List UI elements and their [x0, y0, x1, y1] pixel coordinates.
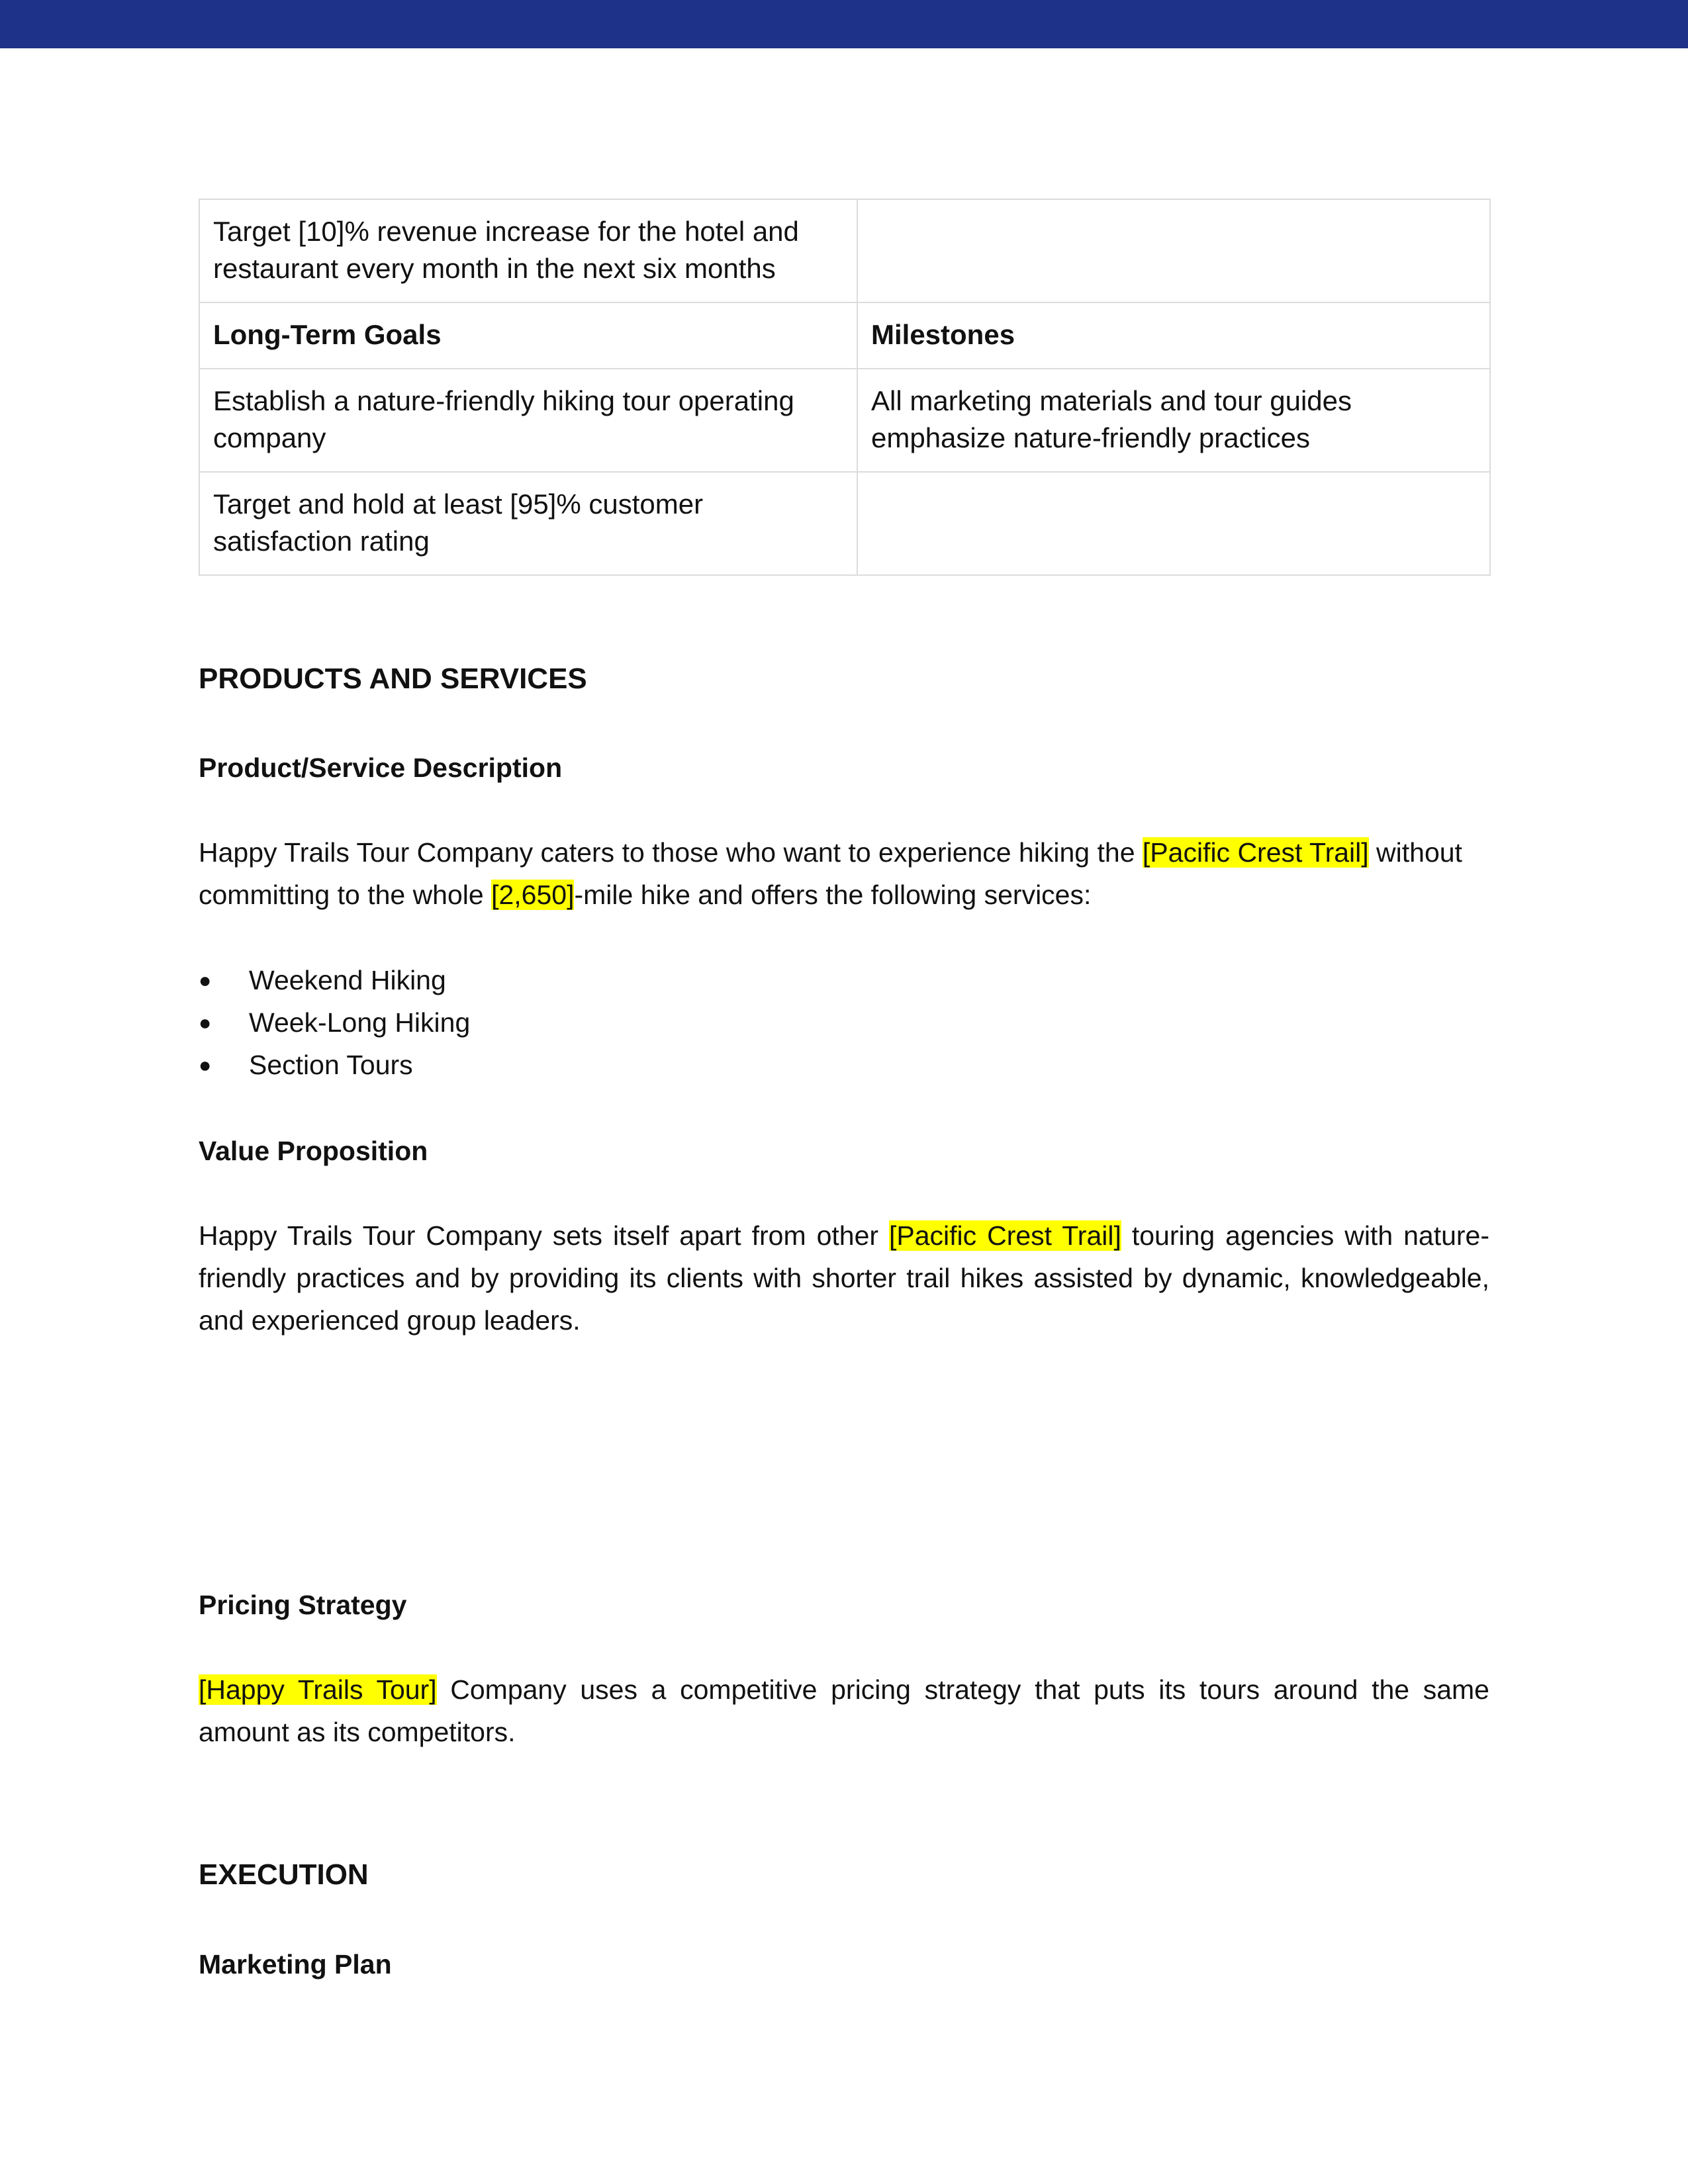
list-item: ● Section Tours — [199, 1044, 470, 1086]
text-span: Company uses a competitive pricing strategy that puts its tours around the same amount as its competitors. — [199, 1674, 1489, 1747]
value-proposition-heading: Value Proposition — [199, 1136, 428, 1166]
highlighted-placeholder: [Happy Trails Tour] — [199, 1674, 437, 1705]
products-services-heading: PRODUCTS AND SERVICES — [199, 662, 587, 695]
text-span: Happy Trails Tour Company sets itself apart from other — [199, 1220, 889, 1251]
header-band — [0, 0, 1688, 48]
goal-cell: Target [10]% revenue increase for the hotel and restaurant every month in the next six months — [199, 199, 857, 302]
text-span: Happy Trails Tour Company caters to those who want to experience hiking the — [199, 837, 1143, 868]
product-description-heading: Product/Service Description — [199, 752, 563, 783]
list-item: ● Week-Long Hiking — [199, 1001, 470, 1044]
text-span: touring agencies with nature-friendly practices and by providing its clients with shorter trail hikes assisted by dynamic, knowledgeable, and experienced group leaders. — [199, 1220, 1489, 1336]
goals-table — [199, 199, 1491, 576]
milestones-header: Milestones — [857, 302, 1490, 369]
list-item: ● Weekend Hiking — [199, 959, 470, 1001]
goal-cell: Target and hold at least [95]% customer satisfaction rating — [199, 472, 857, 575]
goal-cell: Establish a nature-friendly hiking tour operating company — [199, 369, 857, 472]
long-term-goals-header: Long-Term Goals — [199, 302, 857, 369]
text-span: without committing to the whole — [199, 837, 1462, 910]
table-row — [199, 369, 1490, 472]
pricing-strategy-text — [199, 1668, 1489, 1753]
highlighted-placeholder: [Pacific Crest Trail] — [1142, 837, 1369, 868]
pricing-strategy-heading: Pricing Strategy — [199, 1590, 407, 1620]
services-list — [199, 959, 470, 1086]
table-header-row — [199, 302, 1490, 369]
milestone-cell — [857, 199, 1490, 302]
table-row — [199, 199, 1490, 302]
milestone-cell: All marketing materials and tour guides emphasize nature-friendly practices — [857, 369, 1490, 472]
execution-heading: EXECUTION — [199, 1858, 369, 1891]
text-span: -mile hike and offers the following services: — [574, 880, 1092, 910]
highlighted-placeholder: [2,650] — [491, 880, 575, 910]
document-page — [199, 199, 1489, 1979]
value-proposition-text — [199, 1214, 1489, 1342]
milestone-cell — [857, 472, 1490, 575]
marketing-plan-heading: Marketing Plan — [199, 1949, 392, 1979]
highlighted-placeholder: [Pacific Crest Trail] — [888, 1220, 1121, 1251]
table-row — [199, 472, 1490, 575]
product-description-text — [199, 831, 1489, 916]
